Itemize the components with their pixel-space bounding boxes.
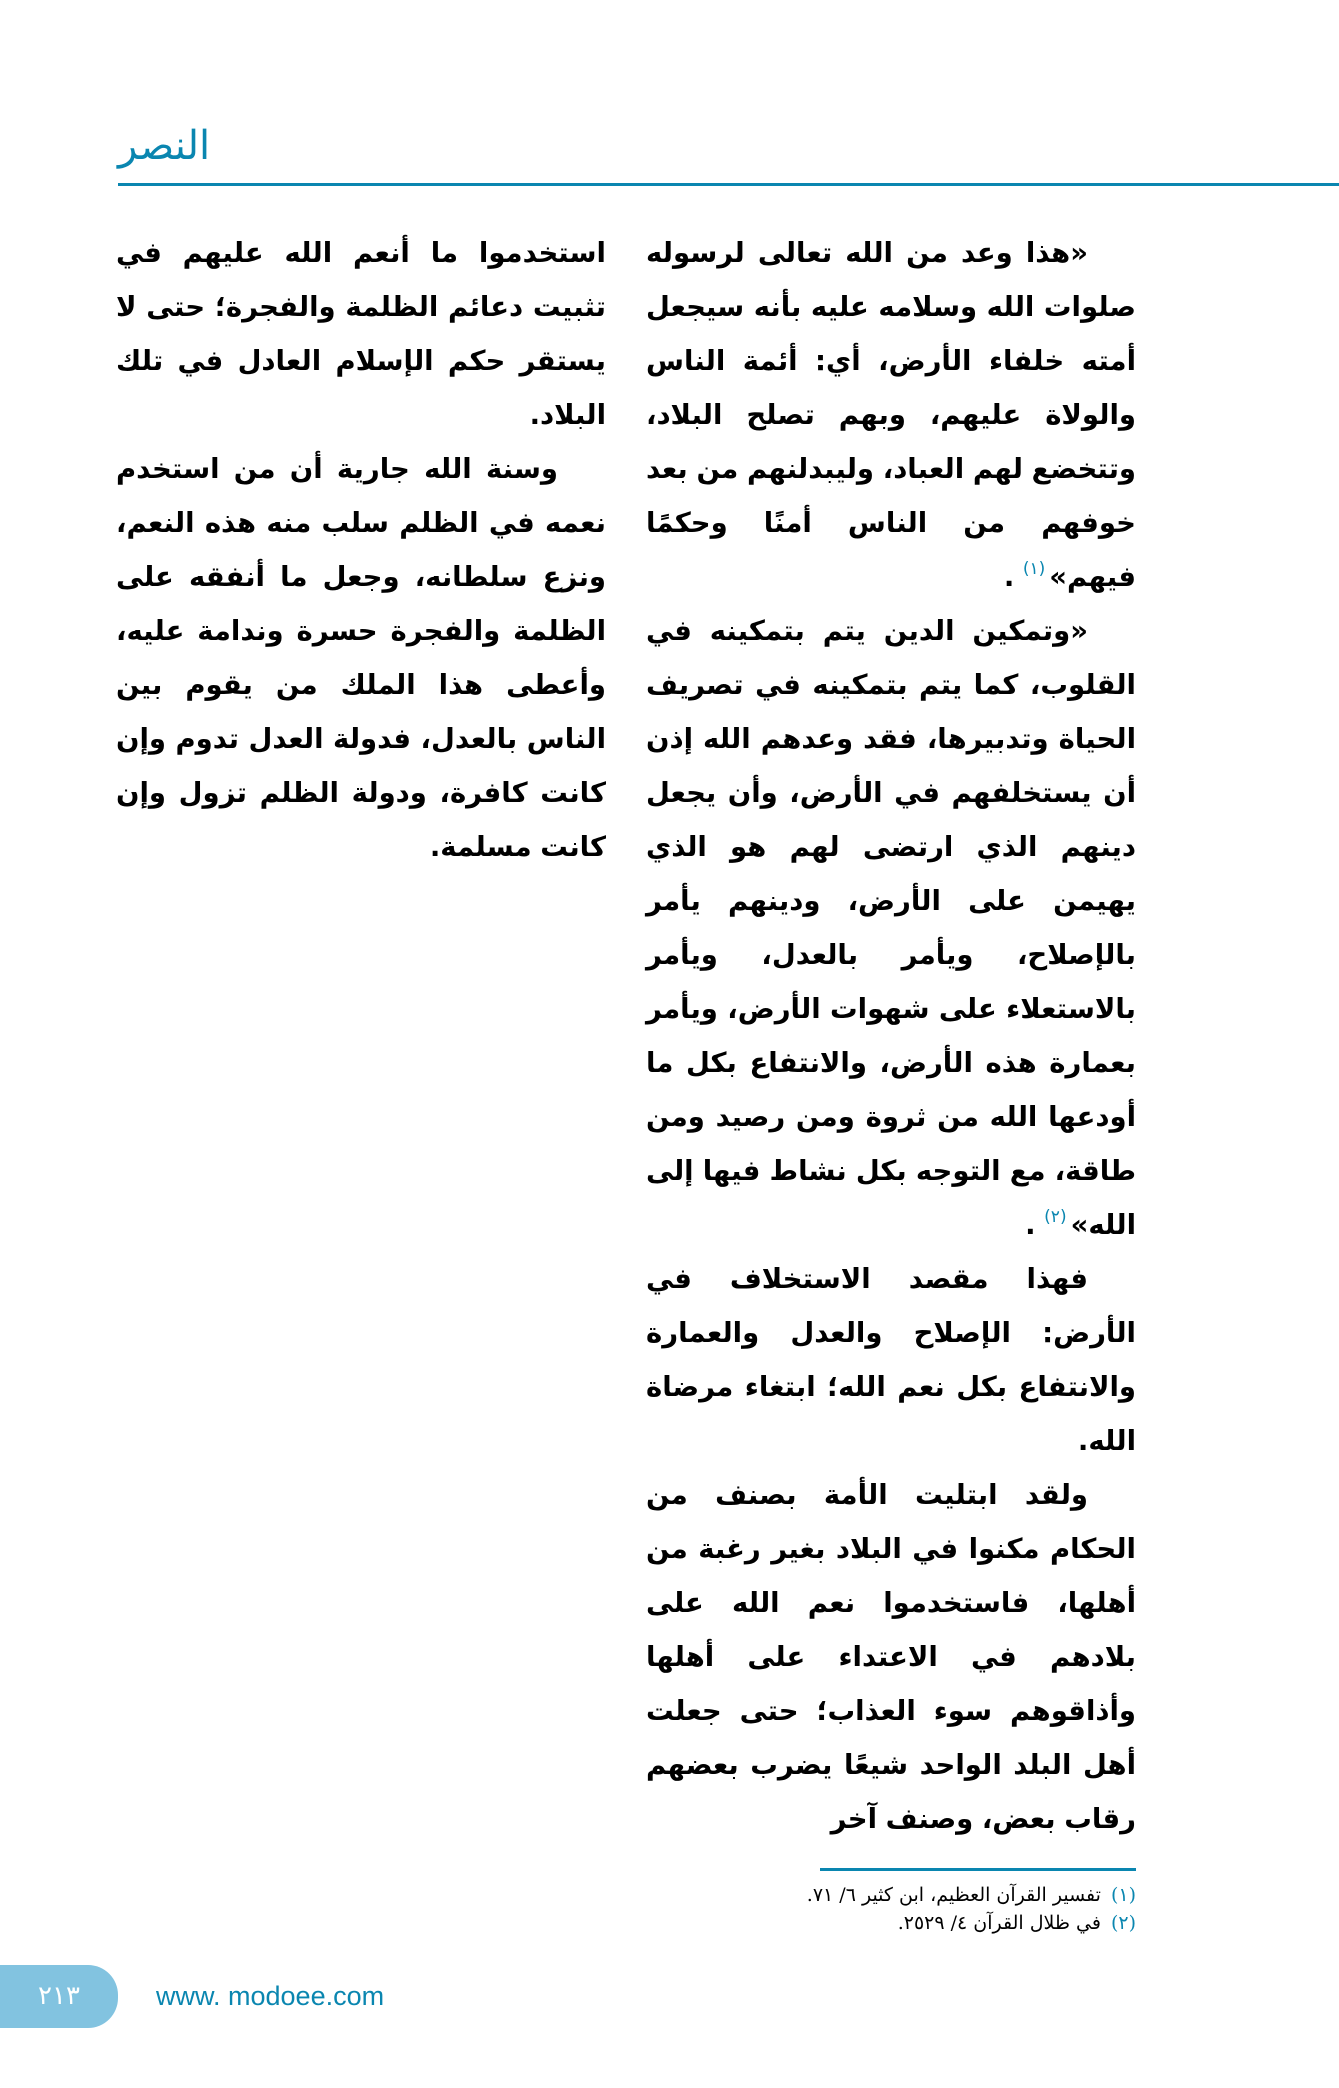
right-column bbox=[646, 226, 1136, 1846]
footnote-ref-2[interactable]: (٢) bbox=[1044, 1207, 1067, 1227]
footnote-2 bbox=[646, 1909, 1136, 1937]
left-column bbox=[116, 226, 606, 874]
page-number: ٢١٣ bbox=[38, 1981, 80, 2011]
footnote-area bbox=[646, 1868, 1136, 1937]
footnote-1 bbox=[646, 1881, 1136, 1909]
footnotes bbox=[646, 1881, 1136, 1937]
paragraph-tail: . bbox=[1003, 561, 1015, 593]
paragraph: استخدموا ما أنعم الله عليهم في تثبيت دعائم الظلمة والفجرة؛ حتى لا يستقر حكم الإسلام العادل في تلك البلاد. bbox=[116, 237, 606, 431]
footnote-text: تفسير القرآن العظيم، ابن كثير ٦/ ٧١. bbox=[806, 1884, 1101, 1906]
page-number-badge bbox=[0, 1965, 118, 2028]
header bbox=[118, 118, 1339, 186]
paragraph-tail: . bbox=[1025, 1209, 1036, 1241]
website-link[interactable]: www. modoee.com bbox=[156, 1981, 385, 2011]
footnote-number: (٢) bbox=[1110, 1912, 1136, 1934]
footer bbox=[0, 1965, 1339, 2088]
paragraph: ولقد ابتليت الأمة بصنف من الحكام مكنوا في البلاد بغير رغبة من أهلها، فاستخدموا نعم الله على بلادهم في الاعتداء على أهلها وأذاقوهم سوء العذاب؛ حتى جعلت أهل البلد الواحد شيعًا يضرب بعضهم رقاب بعض، وصنف آخر bbox=[646, 1479, 1136, 1835]
paragraph: وسنة الله جارية أن من استخدم نعمه في الظلم سلب منه هذه النعم، ونزع سلطانه، وجعل ما أنفقه على الظلمة والفجرة حسرة وندامة عليه، وأعطى هذا الملك من يقوم بين الناس بالعدل، فدولة العدل تدوم وإن كانت كافرة، ودولة الظلم تزول وإن كانت مسلمة. bbox=[116, 453, 606, 863]
paragraph-text: «هذا وعد من الله تعالى لرسوله صلوات الله وسلامه عليه بأنه سيجعل أمته خلفاء الأرض، أي: أئمة الناس والولاة عليهم، وبهم تصلح البلاد، وتتخضع لهم العباد، وليبدلنهم من بعد خوفهم من الناس أمنًا وحكمًا فيهم» bbox=[646, 237, 1136, 593]
footnote-divider bbox=[820, 1868, 1136, 1871]
footnote-text: في ظلال القرآن ٤/ ٢٥٢٩. bbox=[897, 1912, 1101, 1934]
text-columns bbox=[0, 226, 1339, 1846]
paragraph-text: «وتمكين الدين يتم بتمكينه في القلوب، كما يتم بتمكينه في تصريف الحياة وتدبيرها، فقد وعدهم الله إذن أن يستخلفهم في الأرض، وأن يجعل دينهم الذي ارتضى لهم هو الذي يهيمن على الأرض، ودينهم يأمر بالإصلاح، ويأمر بالعدل، ويأمر بالاستعلاء على شهوات الأرض، ويأمر بعمارة هذه الأرض، والانتفاع بكل ما أودعها الله من ثروة ومن رصيد ومن طاقة، مع التوجه بكل نشاط فيها إلى الله» bbox=[646, 615, 1136, 1241]
chapter-title: النصر bbox=[118, 123, 211, 169]
paragraph bbox=[646, 604, 1136, 1252]
paragraph bbox=[646, 226, 1136, 604]
paragraph: فهذا مقصد الاستخلاف في الأرض: الإصلاح والعدل والعمارة والانتفاع بكل نعم الله؛ ابتغاء مرضاة الله. bbox=[646, 1263, 1136, 1457]
footnote-number: (١) bbox=[1110, 1884, 1136, 1906]
footnote-ref-1[interactable]: (١) bbox=[1022, 559, 1046, 579]
